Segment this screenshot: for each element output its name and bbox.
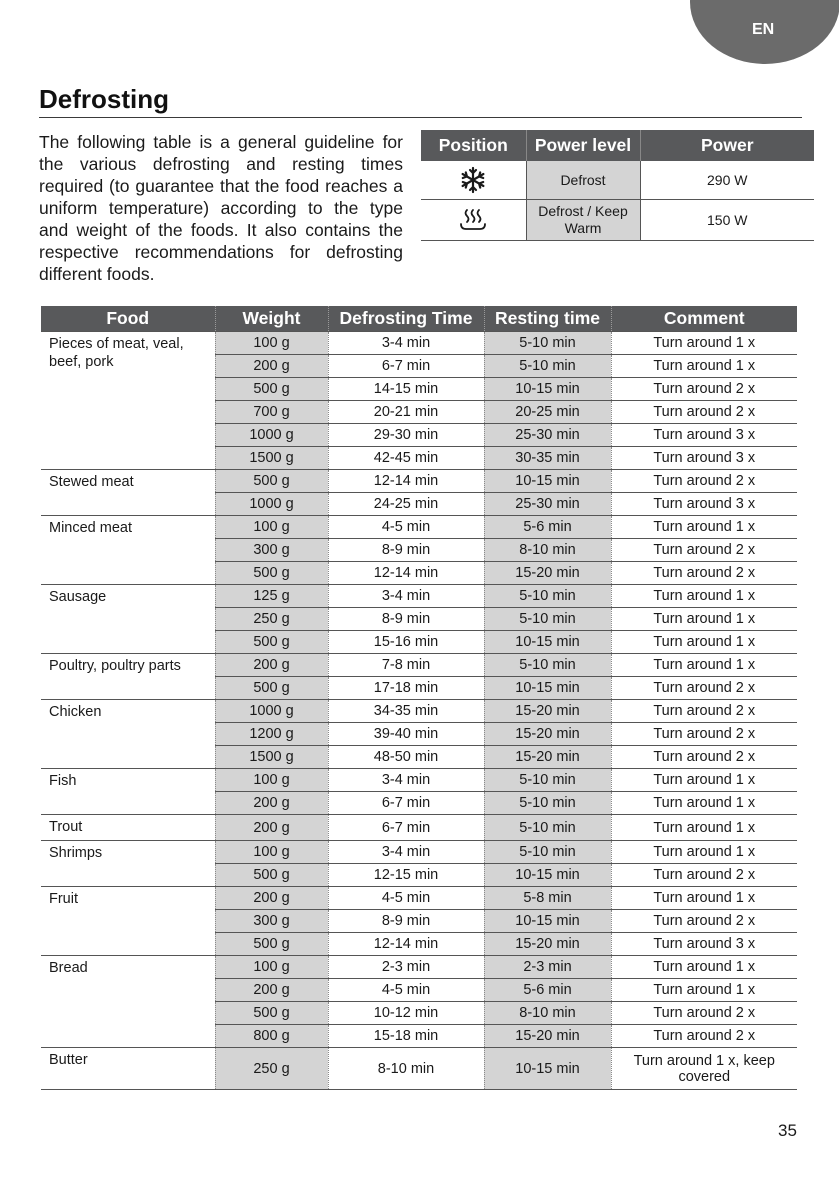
weight-cell: 250 g: [215, 1048, 328, 1090]
defrosting-time-cell: 12-14 min: [328, 470, 484, 493]
resting-time-cell: 5-10 min: [484, 332, 611, 355]
resting-time-cell: 15-20 min: [484, 1025, 611, 1048]
resting-time-cell: 15-20 min: [484, 723, 611, 746]
resting-time-cell: 10-15 min: [484, 864, 611, 887]
defrosting-time-cell: 48-50 min: [328, 746, 484, 769]
defrosting-time-cell: 4-5 min: [328, 516, 484, 539]
weight-cell: 200 g: [215, 887, 328, 910]
defrosting-time-cell: 20-21 min: [328, 401, 484, 424]
comment-cell: Turn around 3 x: [611, 447, 797, 470]
defrosting-time-cell: 15-16 min: [328, 631, 484, 654]
defrosting-table-header: [41, 306, 797, 332]
defrosting-time-cell: 8-10 min: [328, 1048, 484, 1090]
power-header-position: Position: [421, 130, 526, 161]
resting-time-cell: 10-15 min: [484, 378, 611, 401]
food-cell: Pieces of meat, veal, beef, pork: [41, 332, 215, 470]
food-cell: Fish: [41, 769, 215, 815]
defrosting-time-cell: 6-7 min: [328, 355, 484, 378]
header-resting-time: Resting time: [484, 306, 611, 332]
comment-cell: Turn around 1 x: [611, 841, 797, 864]
comment-cell: Turn around 3 x: [611, 424, 797, 447]
snowflake-icon: [460, 166, 486, 194]
defrosting-time-cell: 39-40 min: [328, 723, 484, 746]
weight-cell: 1500 g: [215, 447, 328, 470]
table-row: [41, 332, 797, 355]
table-row: [41, 516, 797, 539]
defrosting-time-cell: 42-45 min: [328, 447, 484, 470]
weight-cell: 100 g: [215, 769, 328, 792]
table-row: [41, 1048, 797, 1090]
defrosting-time-cell: 7-8 min: [328, 654, 484, 677]
table-row: [41, 769, 797, 792]
comment-cell: Turn around 2 x: [611, 470, 797, 493]
food-cell: Poultry, poultry parts: [41, 654, 215, 700]
power-level-cell: Defrost / Keep Warm: [526, 200, 640, 241]
comment-cell: Turn around 2 x: [611, 1002, 797, 1025]
resting-time-cell: 15-20 min: [484, 562, 611, 585]
header-comment: Comment: [611, 306, 797, 332]
comment-cell: Turn around 1 x: [611, 585, 797, 608]
comment-cell: Turn around 2 x: [611, 723, 797, 746]
weight-cell: 500 g: [215, 864, 328, 887]
resting-time-cell: 10-15 min: [484, 910, 611, 933]
header-defrosting-time: Defrosting Time: [328, 306, 484, 332]
comment-cell: Turn around 1 x: [611, 608, 797, 631]
defrosting-time-cell: 3-4 min: [328, 841, 484, 864]
comment-cell: Turn around 2 x: [611, 562, 797, 585]
weight-cell: 300 g: [215, 910, 328, 933]
weight-cell: 200 g: [215, 792, 328, 815]
table-row: [41, 956, 797, 979]
resting-time-cell: 5-6 min: [484, 979, 611, 1002]
page-title: Defrosting: [39, 84, 169, 114]
comment-cell: Turn around 1 x: [611, 769, 797, 792]
comment-cell: Turn around 1 x: [611, 792, 797, 815]
title-divider: [39, 117, 802, 118]
comment-cell: Turn around 1 x, keep covered: [611, 1048, 797, 1090]
position-cell: [421, 161, 526, 200]
comment-cell: Turn around 2 x: [611, 910, 797, 933]
intro-paragraph: The following table is a general guideline for the various defrosting and resting times required (to guarantee that the food reaches a uniform temperature) according to the type and weight of the foods. It also contains the respective recommendations for defrosting different foods.: [39, 132, 403, 284]
weight-cell: 200 g: [215, 355, 328, 378]
comment-cell: Turn around 2 x: [611, 378, 797, 401]
weight-cell: 125 g: [215, 585, 328, 608]
weight-cell: 1500 g: [215, 746, 328, 769]
comment-cell: Turn around 1 x: [611, 887, 797, 910]
weight-cell: 100 g: [215, 332, 328, 355]
resting-time-cell: 10-15 min: [484, 631, 611, 654]
defrosting-time-cell: 24-25 min: [328, 493, 484, 516]
keep-warm-icon: [458, 207, 488, 233]
resting-time-cell: 30-35 min: [484, 447, 611, 470]
resting-time-cell: 5-8 min: [484, 887, 611, 910]
weight-cell: 1000 g: [215, 424, 328, 447]
page-number: 35: [778, 1121, 797, 1140]
header-food: Food: [41, 306, 215, 332]
defrosting-time-cell: 2-3 min: [328, 956, 484, 979]
weight-cell: 200 g: [215, 815, 328, 841]
food-cell: Bread: [41, 956, 215, 1048]
defrosting-time-cell: 17-18 min: [328, 677, 484, 700]
power-header-level: Power level: [526, 130, 640, 161]
weight-cell: 500 g: [215, 933, 328, 956]
food-cell: Shrimps: [41, 841, 215, 887]
resting-time-cell: 5-10 min: [484, 608, 611, 631]
weight-cell: 100 g: [215, 841, 328, 864]
defrosting-table-body: [41, 332, 797, 1090]
defrosting-time-cell: 3-4 min: [328, 332, 484, 355]
comment-cell: Turn around 1 x: [611, 815, 797, 841]
defrosting-time-cell: 34-35 min: [328, 700, 484, 723]
comment-cell: Turn around 3 x: [611, 933, 797, 956]
language-label: EN: [752, 21, 775, 38]
comment-cell: Turn around 2 x: [611, 539, 797, 562]
defrosting-time-cell: 12-15 min: [328, 864, 484, 887]
resting-time-cell: 5-6 min: [484, 516, 611, 539]
table-row: [41, 654, 797, 677]
weight-cell: 100 g: [215, 516, 328, 539]
food-cell: Butter: [41, 1048, 215, 1090]
food-cell: Minced meat: [41, 516, 215, 585]
comment-cell: Turn around 1 x: [611, 979, 797, 1002]
power-value-cell: 290 W: [640, 161, 814, 200]
resting-time-cell: 5-10 min: [484, 585, 611, 608]
defrosting-time-cell: 4-5 min: [328, 979, 484, 1002]
food-cell: Trout: [41, 815, 215, 841]
resting-time-cell: 8-10 min: [484, 1002, 611, 1025]
comment-cell: Turn around 1 x: [611, 956, 797, 979]
resting-time-cell: 15-20 min: [484, 700, 611, 723]
header-weight: Weight: [215, 306, 328, 332]
weight-cell: 500 g: [215, 631, 328, 654]
defrosting-time-cell: 8-9 min: [328, 910, 484, 933]
resting-time-cell: 5-10 min: [484, 841, 611, 864]
resting-time-cell: 5-10 min: [484, 769, 611, 792]
power-value-cell: 150 W: [640, 200, 814, 241]
power-row-defrost: [421, 161, 814, 200]
weight-cell: 500 g: [215, 677, 328, 700]
weight-cell: 500 g: [215, 562, 328, 585]
defrosting-time-cell: 4-5 min: [328, 887, 484, 910]
comment-cell: Turn around 3 x: [611, 493, 797, 516]
weight-cell: 200 g: [215, 979, 328, 1002]
defrosting-time-cell: 12-14 min: [328, 562, 484, 585]
resting-time-cell: 5-10 min: [484, 792, 611, 815]
resting-time-cell: 2-3 min: [484, 956, 611, 979]
comment-cell: Turn around 1 x: [611, 516, 797, 539]
comment-cell: Turn around 1 x: [611, 631, 797, 654]
weight-cell: 100 g: [215, 956, 328, 979]
weight-cell: 300 g: [215, 539, 328, 562]
resting-time-cell: 5-10 min: [484, 654, 611, 677]
defrosting-table: [41, 306, 797, 1090]
comment-cell: Turn around 2 x: [611, 401, 797, 424]
resting-time-cell: 5-10 min: [484, 355, 611, 378]
weight-cell: 1200 g: [215, 723, 328, 746]
defrosting-time-cell: 6-7 min: [328, 792, 484, 815]
position-cell: [421, 200, 526, 241]
comment-cell: Turn around 2 x: [611, 700, 797, 723]
comment-cell: Turn around 1 x: [611, 654, 797, 677]
power-level-cell: Defrost: [526, 161, 640, 200]
resting-time-cell: 20-25 min: [484, 401, 611, 424]
food-cell: Stewed meat: [41, 470, 215, 516]
defrosting-time-cell: 10-12 min: [328, 1002, 484, 1025]
food-cell: Chicken: [41, 700, 215, 769]
weight-cell: 500 g: [215, 378, 328, 401]
table-row: [41, 585, 797, 608]
power-header-power: Power: [640, 130, 814, 161]
table-row: [41, 700, 797, 723]
defrosting-time-cell: 15-18 min: [328, 1025, 484, 1048]
resting-time-cell: 25-30 min: [484, 424, 611, 447]
power-row-keep-warm: [421, 200, 814, 241]
defrosting-time-cell: 8-9 min: [328, 539, 484, 562]
resting-time-cell: 8-10 min: [484, 539, 611, 562]
defrosting-time-cell: 12-14 min: [328, 933, 484, 956]
weight-cell: 800 g: [215, 1025, 328, 1048]
defrosting-time-cell: 3-4 min: [328, 769, 484, 792]
table-row: [41, 470, 797, 493]
comment-cell: Turn around 2 x: [611, 1025, 797, 1048]
weight-cell: 1000 g: [215, 700, 328, 723]
defrosting-time-cell: 29-30 min: [328, 424, 484, 447]
comment-cell: Turn around 2 x: [611, 677, 797, 700]
resting-time-cell: 10-15 min: [484, 470, 611, 493]
table-row: [41, 841, 797, 864]
weight-cell: 500 g: [215, 1002, 328, 1025]
comment-cell: Turn around 2 x: [611, 864, 797, 887]
table-row: [41, 815, 797, 841]
weight-cell: 200 g: [215, 654, 328, 677]
resting-time-cell: 15-20 min: [484, 933, 611, 956]
food-cell: Fruit: [41, 887, 215, 956]
resting-time-cell: 15-20 min: [484, 746, 611, 769]
defrosting-time-cell: 6-7 min: [328, 815, 484, 841]
weight-cell: 1000 g: [215, 493, 328, 516]
weight-cell: 500 g: [215, 470, 328, 493]
comment-cell: Turn around 1 x: [611, 332, 797, 355]
comment-cell: Turn around 1 x: [611, 355, 797, 378]
resting-time-cell: 10-15 min: [484, 1048, 611, 1090]
weight-cell: 250 g: [215, 608, 328, 631]
defrosting-time-cell: 14-15 min: [328, 378, 484, 401]
table-row: [41, 887, 797, 910]
power-level-table: [421, 130, 814, 241]
resting-time-cell: 25-30 min: [484, 493, 611, 516]
weight-cell: 700 g: [215, 401, 328, 424]
power-table-header: [421, 130, 814, 161]
comment-cell: Turn around 2 x: [611, 746, 797, 769]
defrosting-time-cell: 8-9 min: [328, 608, 484, 631]
food-cell: Sausage: [41, 585, 215, 654]
resting-time-cell: 10-15 min: [484, 677, 611, 700]
defrosting-time-cell: 3-4 min: [328, 585, 484, 608]
resting-time-cell: 5-10 min: [484, 815, 611, 841]
